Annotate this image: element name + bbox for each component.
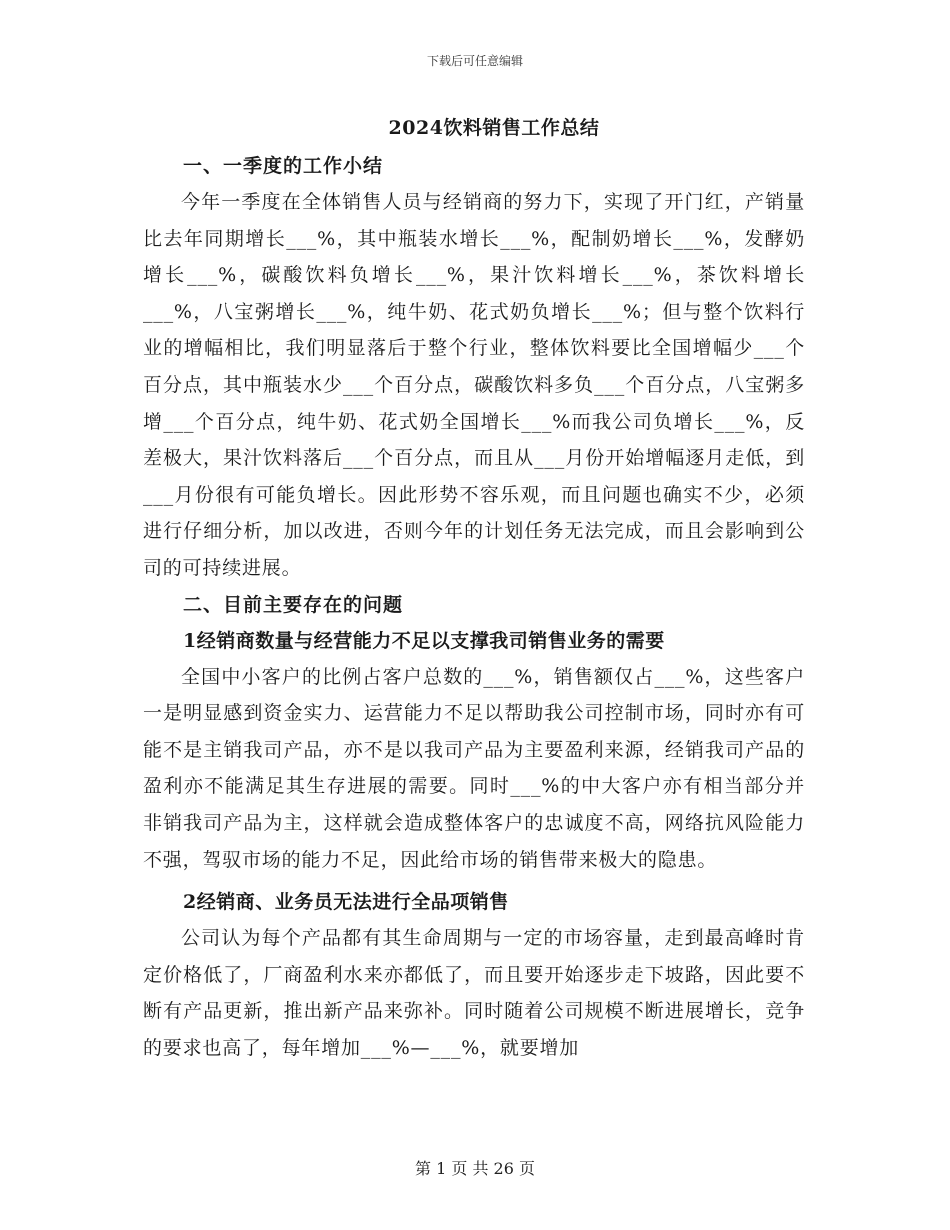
subsection-1-paragraph: 全国中小客户的比例占客户总数的___%，销售额仅占___%，这些客户一是明显感到资金实力、运营能力不足以帮助我公司控制市场，同时亦有可能不是主销我司产品，亦不是以我司产品为主要盈利来源，经销我司产品的盈利亦不能满足其生存进展的需要。同时___%的中大客户亦有相当部分并非销我司产品为主，这样就会造成整体客户的忠诚度不高，网络抗风险能力不强，驾驭市场的能力不足，因此给市场的销售带来极大的隐患。 bbox=[143, 665, 805, 871]
subsection-2-heading: 2经销商、业务员无法进行全品项销售 bbox=[183, 891, 509, 914]
subsection-1-heading: 1经销商数量与经营能力不足以支撑我司销售业务的需要 bbox=[183, 629, 665, 652]
section-1-paragraph: 今年一季度在全体销售人员与经销商的努力下，实现了开门红，产销量比去年同期增长___%，其中瓶装水增长___%，配制奶增长___%，发酵奶增长___%，碳酸饮料负增长___%，果汁饮料增长___%，茶饮料增长___%，八宝粥增长___%，纯牛奶、花式奶负增长___%；但与整个饮料行业的增幅相比，我们明显落后于整个行业，整体饮料要比全国增幅少___个百分点，其中瓶装水少___个百分点，碳酸饮料多负___个百分点，八宝粥多增___个百分点，纯牛奶、花式奶全国增长___%而我公司负增长___%，反差极大，果汁饮料落后___个百分点，而且从___月份开始增幅逐月走低，到___月份很有可能负增长。因此形势不容乐观，而且问题也确实不少，必须进行仔细分析，加以改进，否则今年的计划任务无法完成，而且会影响到公司的可持续进展。 bbox=[143, 191, 805, 579]
header-note: 下载后可任意编辑 bbox=[426, 54, 523, 68]
document-body bbox=[143, 108, 805, 1066]
section-2-heading: 二、目前主要存在的问题 bbox=[183, 593, 404, 616]
section-1-heading: 一、一季度的工作小结 bbox=[183, 155, 384, 177]
document-title: 2024饮料销售工作总结 bbox=[388, 117, 600, 139]
subsection-2-paragraph: 公司认为每个产品都有其生命周期与一定的市场容量，走到最高峰时肯定价格低了，厂商盈利水来亦都低了，而且要开始逐步走下坡路，因此要不断有产品更新，推出新产品来弥补。同时随着公司规模不断进展增长，竞争的要求也高了，每年增加___%—___%，就要增加 bbox=[143, 927, 805, 1059]
page-number-footer: 第 1 页 共 26 页 bbox=[415, 1159, 535, 1178]
